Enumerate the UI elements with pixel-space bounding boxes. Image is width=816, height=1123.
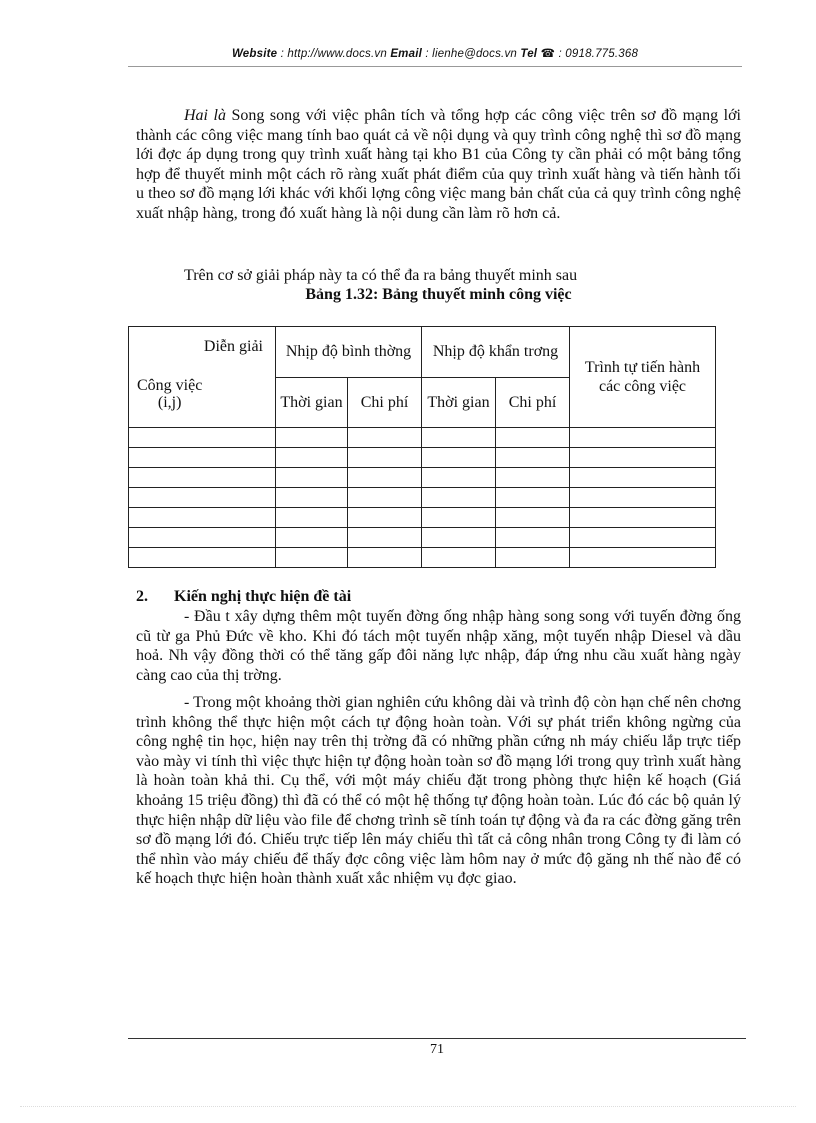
website-url: : http://www.docs.vn bbox=[277, 48, 391, 60]
header-sequence: Trình tự tiến hành các công việc bbox=[570, 327, 716, 428]
sub-time-normal: Thời gian bbox=[276, 377, 348, 428]
page-number: 71 bbox=[430, 1042, 444, 1057]
email-address: : lienhe@docs.vn bbox=[422, 48, 521, 60]
table-row bbox=[129, 528, 716, 548]
section-title: Kiến nghị thực hiện đề tài bbox=[174, 588, 352, 605]
paragraph-hai-la bbox=[136, 106, 741, 224]
header-normal-pace: Nhịp độ bình thờng bbox=[276, 327, 422, 378]
table-row bbox=[129, 488, 716, 508]
recommendation-paragraph-1: - Đầu t xây dựng thêm một tuyến đờng ống nhập hàng song song với tuyến đờng ống cũ từ ga Phủ Đức về kho. Khi đó tách một tuyến nhập xăng, một tuyến nhập Diesel và dầu hoả. Nh vậy đồng thời có thể tăng gấp đôi năng lực nhập, đáp ứng nhu cầu xuất hàng ngày càng cao của thị trờng. bbox=[136, 608, 741, 684]
table-row bbox=[129, 468, 716, 488]
work-description-table bbox=[128, 326, 716, 568]
footer-divider bbox=[128, 1038, 746, 1039]
paragraph-intro-table: Trên cơ sở giải pháp này ta có thể đa ra bảng thuyết minh sau bbox=[184, 267, 578, 284]
paragraph-lead: Hai là bbox=[184, 107, 226, 124]
diag-bottom-line2: (i,j) bbox=[157, 394, 182, 411]
diag-top-label: Diễn giải bbox=[203, 338, 263, 355]
header-urgent-pace: Nhịp độ khẩn trơng bbox=[422, 327, 570, 378]
table-row bbox=[129, 548, 716, 568]
section-heading bbox=[136, 588, 351, 606]
tel-label: Tel bbox=[520, 48, 538, 60]
table-row bbox=[129, 428, 716, 448]
table-row bbox=[129, 448, 716, 468]
website-label: Website bbox=[231, 48, 278, 60]
tel-number: ☎ : 0918.775.368 bbox=[537, 48, 639, 60]
header-divider bbox=[128, 66, 742, 67]
page-header bbox=[128, 46, 742, 60]
paragraph-body: Song song với việc phân tích và tổng hợp các công việc trên sơ đồ mạng lới thành các công việc mang tính bao quát cả về nội dụng và quy trình công nghệ thì sơ đồ mạng lới đợc áp dụng trong quy trình xuất hàng tại kho B1 của Công ty cần phải có một bảng tổng hợp để thuyết minh một cách rõ ràng xuất phát điểm của quy trình xuất hàng và tiến hành tối u theo sơ đồ mạng lới khác với khối lợng công việc mang bản chất của cả quy trình công nghệ xuất nhập hàng, trong đó xuất hàng là nội dung cần làm rõ hơn cả. bbox=[136, 107, 742, 222]
email-label: Email bbox=[390, 48, 422, 60]
table-row bbox=[129, 508, 716, 528]
diagonal-header-cell bbox=[129, 327, 276, 428]
sub-cost-normal: Chi phí bbox=[348, 377, 422, 428]
section-number: 2. bbox=[136, 588, 148, 605]
table-caption: Bảng 1.32: Bảng thuyết minh công việc bbox=[305, 286, 572, 303]
diag-bottom-label bbox=[137, 377, 202, 411]
diag-bottom-line1: Công việc bbox=[137, 377, 203, 394]
recommendation-paragraph-2: - Trong một khoảng thời gian nghiên cứu không dài và trình độ còn hạn chế nên chơng trình không thể thực hiện một cách tự động hoàn toàn. Với sự phát triển không ngừng của công nghệ tin học, hiện nay trên thị trờng đã có những phần cứng nh máy chiếu lắp trực tiếp vào mày vi tính thì việc thực hiện tự động hoàn toàn sơ đồ mạng lới trong quy trình xuất hàng là hoàn toàn khả thi. Cụ thể, với một máy chiếu đặt trong phòng thực hiện kế hoạch (Giá khoảng 15 triệu đồng) thì đã có thể có một hệ thống tự động hoàn toàn. Lúc đó các bộ quản lý thực hiện nhập dữ liệu vào file để chơng trình sẽ tính toán tự động và đa ra các đờng găng trên sơ đồ mạng lới đó. Chiếu trực tiếp lên máy chiếu thì tất cả công nhân trong Công ty đi làm có thể nhìn vào máy chiếu để thấy đợc công việc làm hôm nay ở mức độ găng nh thế nào để có kế hoạch thực hiện hoàn thành xuất xắc nhiệm vụ đợc giao. bbox=[136, 694, 741, 888]
sub-time-urgent: Thời gian bbox=[422, 377, 496, 428]
sub-cost-urgent: Chi phí bbox=[496, 377, 570, 428]
page-bottom-edge bbox=[20, 1106, 796, 1107]
